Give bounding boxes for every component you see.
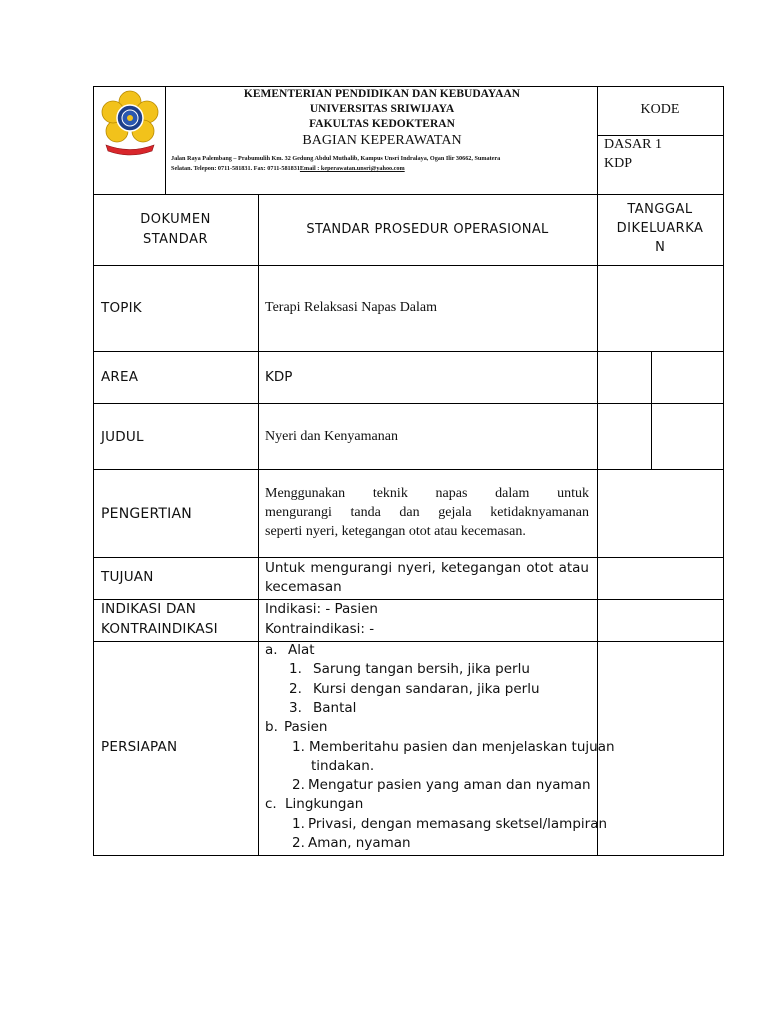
list-item: Aman, nyaman [308,835,411,851]
list-marker: a. [265,642,278,658]
tujuan-line-2: kecemasan [265,579,342,595]
list-item: Privasi, dengan memasang sketsel/lampiran [308,816,608,832]
list-marker: b. [265,719,278,735]
doc-label-1: DOKUMEN [140,212,211,227]
kontraindikasi-value: Kontraindikasi: - [265,621,375,637]
list-item: Pasien [284,719,328,735]
judul-label: JUDUL [101,429,144,445]
area-label: AREA [101,369,139,385]
list-item: Bantal [313,700,357,716]
kode-label: KODE [640,102,680,117]
area-value: KDP [265,369,293,385]
pengertian-label: PENGERTIAN [101,506,192,522]
issued-date-label-1: TANGGAL [627,202,693,217]
list-item: Sarung tangan bersih, jika perlu [313,661,530,677]
list-item-continuation: tindakan. [311,758,375,774]
list-marker: 3. [289,700,302,716]
list-item: Memberitahu pasien dan menjelaskan tujuan [309,739,615,755]
address-line-2 [171,165,405,172]
judul-value: Nyeri dan Kenyamanan [265,429,398,444]
university-name: UNIVERSITAS SRIWIJAYA [309,103,455,115]
issued-date-label-2: DIKELUARKA [616,221,704,236]
list-item: Lingkungan [285,796,364,812]
ministry-name: KEMENTERIAN PENDIDIKAN DAN KEBUDAYAAN [243,88,521,100]
topik-label: TOPIK [101,300,142,316]
kode-value-2: KDP [604,156,633,171]
list-marker: 1. [292,739,305,755]
pengertian-line-3: seperti nyeri, ketegangan otot atau kecemasan. [265,524,526,539]
doc-label-2: STANDAR [142,232,208,247]
list-item: Kursi dengan sandaran, jika perlu [313,681,540,697]
indikasi-value: Indikasi: - Pasien [265,601,378,617]
address-line-1: Jalan Raya Palembang – Prabumulih Km. 32 Gedung Abdul Muthalib, Kampus Unsri Indralaya, Ogan Ilir 30662, Sumatera [171,155,501,162]
issued-date-label-3: N [655,240,665,255]
pengertian-line-1: Menggunakan teknik napas dalam untuk [265,486,589,501]
list-marker: 1. [292,816,305,832]
tujuan-line-1: Untuk mengurangi nyeri, ketegangan otot atau [265,560,589,576]
list-item: Alat [288,642,315,658]
faculty-name: FAKULTAS KEDOKTERAN [309,118,455,130]
list-marker: 2. [292,777,305,793]
kode-value-1: DASAR 1 [604,137,662,152]
list-marker: c. [265,796,277,812]
list-marker: 2. [289,681,302,697]
persiapan-label: PERSIAPAN [101,739,178,755]
list-marker: 1. [289,661,302,677]
pengertian-line-2: mengurangi tanda dan gejala ketidaknyamanan [265,505,589,520]
university-logo [98,88,162,158]
address-email: Email : keperawatan.unsri@yahoo.com [299,165,405,172]
doc-type-title: STANDAR PROSEDUR OPERASIONAL [306,222,549,237]
indikasi-label-2: KONTRAINDIKASI [101,621,218,637]
indikasi-label-1: INDIKASI DAN [101,601,197,617]
list-marker: 2. [292,835,305,851]
address-phone: Selatan. Telepon: 0711-581831. Fax: 0711-581831 [171,165,300,172]
tujuan-label: TUJUAN [101,569,154,585]
department-name: BAGIAN KEPERAWATAN [302,133,462,148]
list-item: Mengatur pasien yang aman dan nyaman [308,777,591,793]
topik-value: Terapi Relaksasi Napas Dalam [265,300,438,315]
